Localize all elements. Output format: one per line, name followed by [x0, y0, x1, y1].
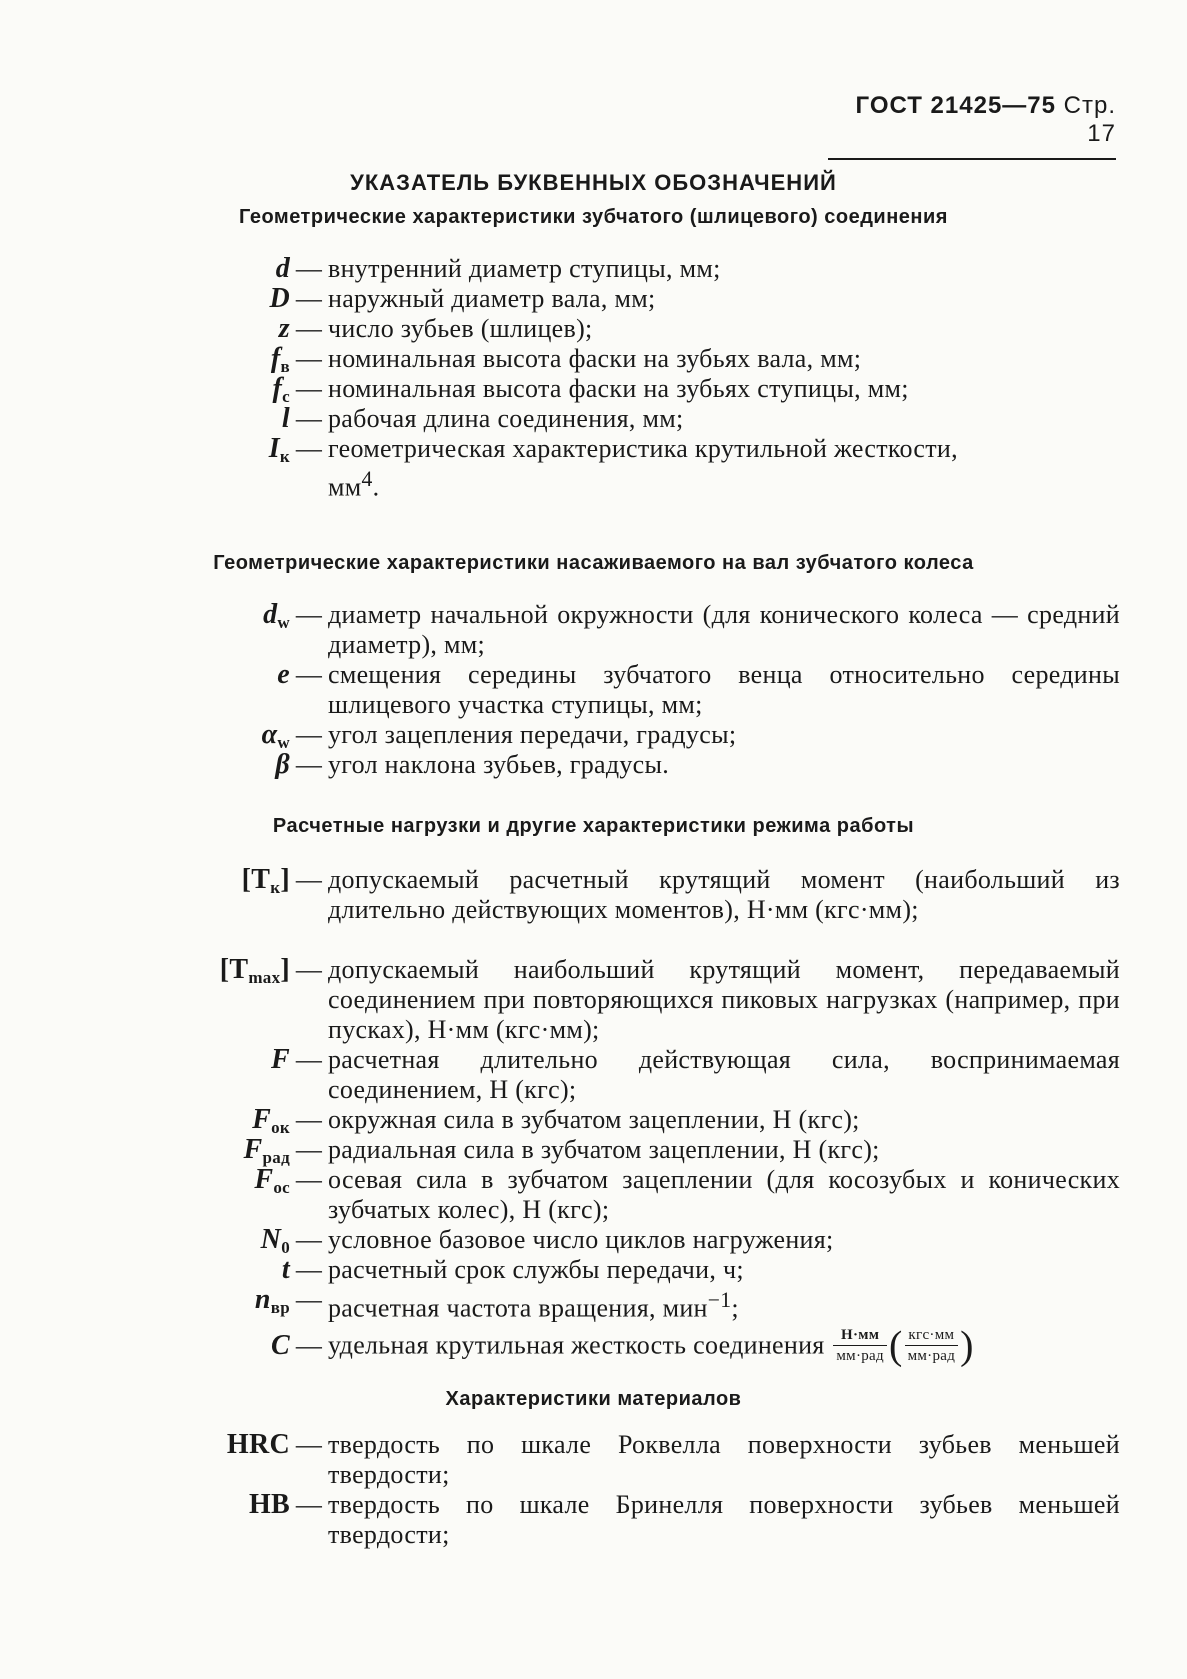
- symbol-description: расчетный срок службы передачи, ч;: [328, 1255, 744, 1284]
- symbol-entry: $[T_{max}]$ — допускаемый наибольший крутящий момент, передаваемый соединением при повторяющихся пиковых нагрузках (например, при пусках), Н·мм (кгс·мм);: [170, 955, 1120, 1045]
- symbol-description: наружный диаметр вала, мм;: [328, 284, 656, 313]
- symbol-entry: HRC — твердость по шкале Роквелла поверхности зубьев меньшей твердости;: [170, 1430, 1120, 1490]
- symbol: HB: [248, 1489, 290, 1520]
- symbol-description: удельная крутильная жесткость соединения $\frac{Н\cdot мм}{\text{мм·рад}}$ ( $\frac{\text{кгс·мм}}{\text{мм·рад}}$ ): [328, 1322, 974, 1368]
- symbol-description: радиальная сила в зубчатом зацеплении, Н (кгс);: [328, 1135, 880, 1164]
- symbol: e: [277, 659, 290, 690]
- symbol-entry: $d_w$ — диаметр начальной окружности (для конического колеса — средний диаметр), мм;: [170, 600, 1120, 660]
- symbol-entry: $n_{вр}$ — расчетная частота вращения, мин$^{-1}$;: [170, 1285, 1120, 1324]
- symbol-entry: D — наружный диаметр вала, мм;: [170, 284, 1120, 314]
- symbol-entry: e — смещения середины зубчатого венца относительно середины шлицевого участка ступицы, мм;: [170, 660, 1120, 720]
- symbol: $[T_{max}]$: [219, 954, 290, 987]
- symbol-entry: $F_{ок}$ — окружная сила в зубчатом зацеплении, Н (кгс);: [170, 1105, 1120, 1143]
- symbol-description: окружная сила в зубчатом зацеплении, Н (кгс);: [328, 1105, 860, 1134]
- symbol-description: рабочая длина соединения, мм;: [328, 404, 684, 433]
- symbol-entry: $N_0$ — условное базовое число циклов нагружения;: [170, 1225, 1120, 1263]
- symbol: t: [281, 1254, 290, 1285]
- page-header: [828, 92, 1116, 160]
- symbol: β: [275, 749, 290, 780]
- symbol: $n_{вр}$: [254, 1284, 290, 1317]
- symbol-entry: $f_с$ — номинальная высота фаски на зубьях ступицы, мм;: [170, 374, 1120, 412]
- symbol-entry: t — расчетный срок службы передачи, ч;: [170, 1255, 1120, 1285]
- symbol-entry: z — число зубьев (шлицев);: [170, 314, 1120, 344]
- symbol-description: расчетная длительно действующая сила, воспринимаемая соединением, Н (кгс);: [328, 1045, 1120, 1104]
- unit-fraction-si: $\frac{Н\cdot мм}{\text{мм·рад}}$: [833, 1325, 887, 1366]
- symbol-description: число зубьев (шлицев);: [328, 314, 593, 343]
- symbol-description: геометрическая характеристика крутильной жесткости, $мм^4$.: [328, 434, 958, 502]
- symbol-description: твердость по шкале Роквелла поверхности зубьев меньшей твердости;: [328, 1430, 1120, 1489]
- symbol-entry: $I_к$ — геометрическая характеристика крутильной жесткости, $мм^4$.: [170, 434, 1120, 503]
- symbol-description: смещения середины зубчатого венца относительно середины шлицевого участка ступицы, мм;: [328, 660, 1120, 719]
- symbol-entry: $[T_к]$ — допускаемый расчетный крутящий момент (наибольший из длительно действующих моментов), Н·мм (кгс·мм);: [170, 865, 1120, 925]
- symbol-entry: HB — твердость по шкале Бринелля поверхности зубьев меньшей твердости;: [170, 1490, 1120, 1550]
- symbol: HRC: [226, 1429, 290, 1460]
- symbol-description: твердость по шкале Бринелля поверхности зубьев меньшей твердости;: [328, 1490, 1120, 1549]
- symbol-entry: l — рабочая длина соединения, мм;: [170, 404, 1120, 434]
- symbol: $f_в$: [270, 343, 290, 376]
- symbol-description: расчетная частота вращения, мин$^{-1}$;: [328, 1288, 739, 1323]
- symbol: $I_к$: [268, 433, 290, 466]
- symbol: $F_{ос}$: [254, 1164, 290, 1197]
- symbol-entry: $f_в$ — номинальная высота фаски на зубьях вала, мм;: [170, 344, 1120, 382]
- symbol: d: [275, 253, 290, 284]
- section-heading-gear-connection: Геометрические характеристики зубчатого (шлицевого) соединения: [239, 206, 948, 228]
- document-id: ГОСТ 21425—75: [855, 92, 1056, 119]
- unit-fraction-kgs: $\frac{\text{кгс·мм}}{\text{мм·рад}}$: [905, 1325, 959, 1366]
- section-heading-gear-wheel: Геометрические характеристики насаживаемого на вал зубчатого колеса: [213, 552, 974, 574]
- symbol-description: допускаемый наибольший крутящий момент, передаваемый соединением при повторяющихся пиковых нагрузках (например, при пусках), Н·мм (кгс·мм);: [328, 955, 1120, 1044]
- symbol: F: [271, 1044, 290, 1075]
- symbol-description: условное базовое число циклов нагружения;: [328, 1225, 834, 1254]
- symbol: $F_{ок}$: [252, 1104, 290, 1137]
- section-heading-loads: Расчетные нагрузки и другие характеристики режима работы: [272, 815, 915, 837]
- symbol-entry: $F_{ос}$ — осевая сила в зубчатом зацеплении (для косозубых и конических зубчатых колес), Н (кгс);: [170, 1165, 1120, 1225]
- page-title: УКАЗАТЕЛЬ БУКВЕННЫХ ОБОЗНАЧЕНИЙ: [350, 170, 837, 195]
- symbol: $\alpha_w$: [261, 719, 290, 752]
- symbol-entry: F — расчетная длительно действующая сила, воспринимаемая соединением, Н (кгс);: [170, 1045, 1120, 1105]
- symbol: D: [269, 283, 290, 314]
- symbol-entry: $\alpha_w$ — угол зацепления передачи, градусы;: [170, 720, 1120, 758]
- symbol: $[T_к]$: [241, 864, 290, 897]
- symbol-description: допускаемый расчетный крутящий момент (наибольший из длительно действующих моментов), Н·мм (кгс·мм);: [328, 865, 1120, 924]
- symbol: z: [278, 313, 290, 344]
- symbol: $f_с$: [272, 373, 290, 406]
- symbol-entry: d — внутренний диаметр ступицы, мм;: [170, 254, 1120, 284]
- symbol-entry: $F_{рад}$ — радиальная сила в зубчатом зацеплении, Н (кгс);: [170, 1135, 1120, 1173]
- symbol-description: диаметр начальной окружности (для конического колеса — средний диаметр), мм;: [328, 600, 1120, 659]
- symbol: C: [271, 1330, 290, 1361]
- symbol: l: [281, 403, 290, 434]
- page-number: Стр. 17: [1063, 92, 1116, 147]
- symbol-description: осевая сила в зубчатом зацеплении (для косозубых и конических зубчатых колес), Н (кгс);: [328, 1165, 1120, 1224]
- symbol-description: угол зацепления передачи, градусы;: [328, 720, 737, 749]
- symbol-entry: β — угол наклона зубьев, градусы.: [170, 750, 1120, 780]
- symbol-description: внутренний диаметр ступицы, мм;: [328, 254, 721, 283]
- symbol: $d_w$: [263, 599, 290, 632]
- symbol: $F_{рад}$: [243, 1134, 290, 1167]
- section-heading-materials: Характеристики материалов: [445, 1388, 742, 1410]
- symbol-description: номинальная высота фаски на зубьях вала, мм;: [328, 344, 862, 373]
- symbol-entry: C — удельная крутильная жесткость соединения $\frac{Н\cdot мм}{\text{мм·рад}}$ ( $\frac{\text{кгс·мм}}{\text{мм·рад}}$ ): [170, 1325, 1120, 1366]
- symbol-description: номинальная высота фаски на зубьях ступицы, мм;: [328, 374, 909, 403]
- symbol: $N_0$: [260, 1224, 290, 1257]
- symbol-description: угол наклона зубьев, градусы.: [328, 750, 670, 779]
